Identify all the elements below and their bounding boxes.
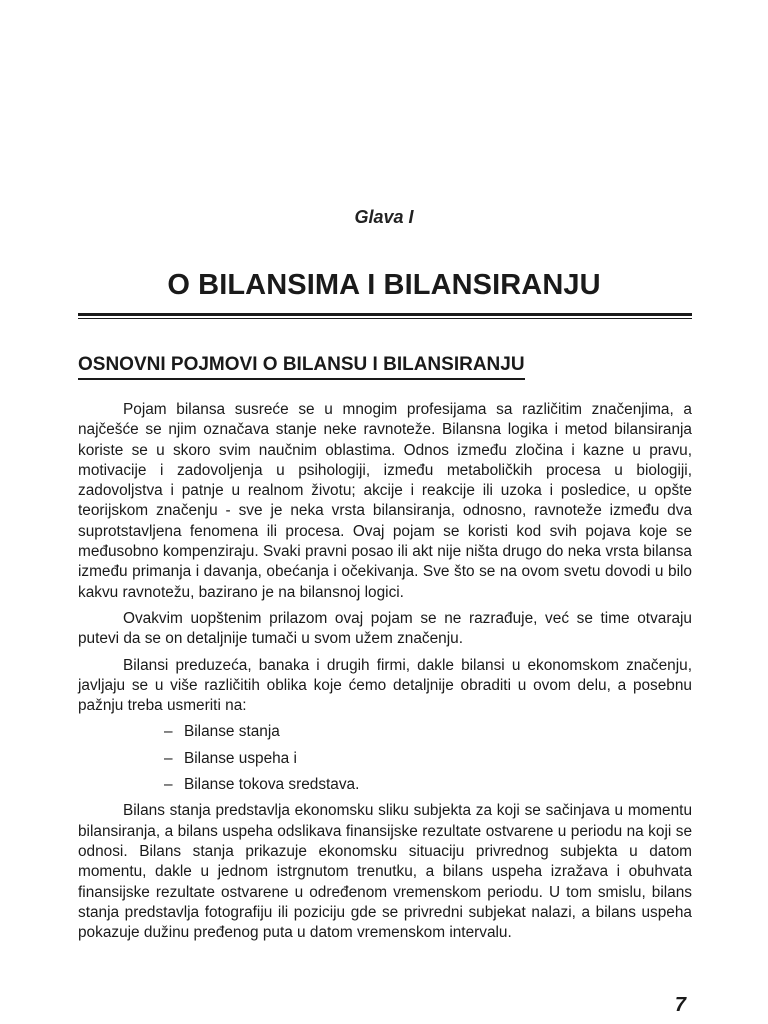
section-heading: OSNOVNI POJMOVI O BILANSU I BILANSIRANJU bbox=[78, 353, 525, 380]
list-item bbox=[164, 749, 692, 769]
paragraph-3: Bilansi preduzeća, banaka i drugih firmi, dakle bilansi u ekonomskom značenju, javljaju se u više različitih oblika koje ćemo detaljnije obraditi u ovom delu, a posebnu pažnju treba usmeriti na: bbox=[78, 656, 692, 715]
title-rule-thin bbox=[78, 318, 692, 319]
chapter-title: O BILANSIMA I BILANSIRANJU bbox=[167, 269, 601, 301]
list-item-label: Bilanse tokova sredstava. bbox=[184, 776, 360, 794]
list-item-label: Bilanse uspeha i bbox=[184, 749, 297, 767]
balance-types-list bbox=[78, 722, 692, 795]
list-item bbox=[164, 722, 692, 742]
list-item-label: Bilanse stanja bbox=[184, 723, 280, 741]
list-dash: – bbox=[164, 776, 173, 794]
chapter-label: Glava I bbox=[354, 207, 414, 227]
paragraph-2: Ovakvim uopštenim prilazom ovaj pojam se ne razrađuje, već se time otvaraju putevi da se on detaljnije tumači u svom užem značenju. bbox=[78, 609, 692, 648]
list-dash: – bbox=[164, 749, 173, 767]
paragraph-1: Pojam bilansa susreće se u mnogim profesijama sa različitim značenjima, a najčešće se njim označava stanje neke ravnoteže. Bilansna logika i metod bilansiranja koriste se u skoro svim naučnim oblastima. Odnos između zločina i kazne u pravu, motivacije i zadovoljenja u psihologiji, između metaboličkih procesa u biologiji, zadovoljstva i patnje u realnom životu; akcije i reakcije ili uzoka i posledice, u opšte teorijskom značenju - sve je neka vrsta bilansiranja, odnosno, ravnoteže između dva suprotstavljena fenomena ili procesa. Ovaj pojam se koristi kod svih pojava koje se međusobno kompenziraju. Svaki pravni posao ili akt nije ništa drugo do neka vrsta bilansa između primanja i davanja, obećanja i očekivanja. Sve što se na ovom svetu dovodi u bilo kakvu ravnotežu, bazirano je na bilansnoj logici. bbox=[78, 401, 692, 601]
list-item bbox=[164, 775, 692, 795]
page-number: 7 bbox=[674, 994, 686, 1016]
list-dash: – bbox=[164, 723, 173, 741]
paragraph-4: Bilans stanja predstavlja ekonomsku sliku subjekta za koji se sačinjava u momentu bilansiranja, a bilans uspeha odslikava finansijske rezultate ostvarene u periodu na koji se odnosi. Bilans stanja prikazuje ekonomsku situaciju privrednog subjekta u datom momentu, dakle u jednom istrgnutom trenutku, a bilans uspeha izražava i obuhvata finansijske rezultate ostvarene u određenom vremenskom periodu. U tom smislu, bilans stanja predstavlja fotografiju ili poziciju gde se privredni subjekat nalazi, a bilans uspeha pokazuje dužinu pređenog puta u datom vremenskom intervalu. bbox=[78, 802, 692, 942]
title-rule-thick bbox=[78, 313, 692, 316]
body-text bbox=[78, 400, 692, 949]
